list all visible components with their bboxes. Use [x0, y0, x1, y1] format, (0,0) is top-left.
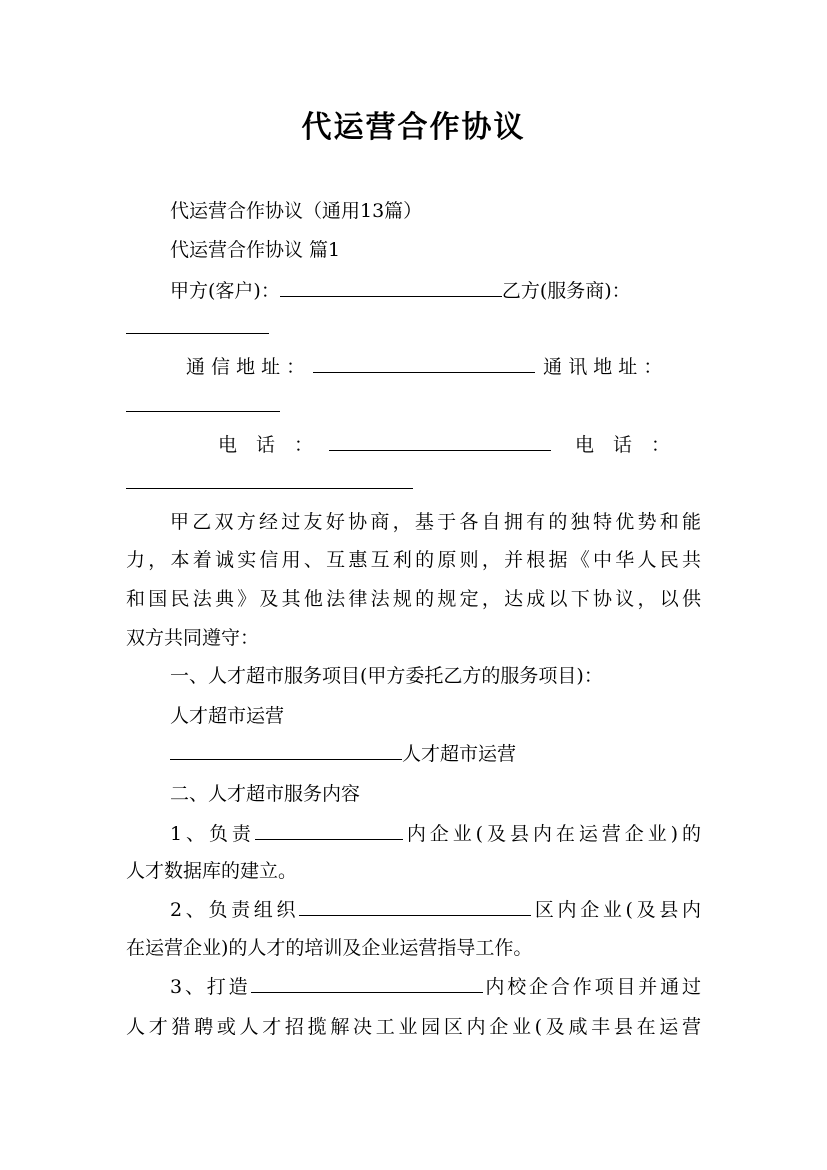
- item1-prefix: 1、负责: [170, 823, 255, 845]
- item3-prefix: 3、打造: [170, 976, 251, 998]
- phone-b-label: 电 话 ：: [575, 434, 671, 456]
- address-b-blank: [126, 394, 280, 412]
- item1-line: [170, 822, 701, 846]
- address-a-blank: [313, 355, 535, 373]
- phone-b-blank: [126, 471, 413, 489]
- intro-line: 和国民法典》及其他法律法规的规定，达成以下协议，以供: [126, 588, 701, 610]
- item1-cont: 人才数据库的建立。: [126, 860, 298, 882]
- item3-cont: 人才猎聘或人才招揽解决工业园区内企业(及咸丰县在运营: [126, 1016, 701, 1038]
- party-a-blank: [280, 279, 502, 297]
- party-b-blank: [126, 316, 269, 334]
- party-a-label: 甲方(客户)：: [170, 280, 280, 302]
- document-title: 代运营合作协议: [301, 110, 526, 145]
- intro-line: 双方共同遵守：: [126, 627, 260, 649]
- section1-blank-suffix: 人才超市运营: [402, 743, 517, 765]
- phone-b-blank-line: [126, 471, 701, 495]
- item2-line: [170, 898, 701, 922]
- party-b-label: 乙方(服务商)：: [501, 280, 631, 302]
- item2-prefix: 2、负责组织: [170, 899, 300, 921]
- section1-blank: [170, 742, 402, 760]
- item1-suffix: 内企业(及县内在运营企业)的: [402, 823, 701, 845]
- address-b-blank-line: [126, 394, 701, 418]
- section1-heading: 一、人才超市服务项目(甲方委托乙方的服务项目)：: [170, 665, 603, 687]
- item2-cont: 在运营企业)的人才的培训及企业运营指导工作。: [126, 937, 533, 959]
- intro-line: 甲乙双方经过友好协商，基于各自拥有的独特优势和能: [170, 511, 701, 533]
- item2-blank: [299, 898, 531, 916]
- item3-line: [170, 975, 701, 999]
- address-line: [186, 355, 701, 379]
- party-b-blank-line: [126, 316, 701, 340]
- party-line: [170, 279, 701, 303]
- section1-item: 人才超市运营: [170, 705, 285, 727]
- document-subtitle: 代运营合作协议（通用13篇）: [170, 200, 423, 222]
- section2-heading: 二、人才超市服务内容: [170, 783, 361, 805]
- address-a-label: 通 信 地 址 ：: [186, 356, 306, 378]
- section1-blank-line: [170, 742, 701, 766]
- phone-a-label: 电 话 ：: [218, 434, 314, 456]
- item1-blank: [255, 822, 403, 840]
- item3-suffix: 内校企合作项目并通过: [482, 976, 701, 998]
- phone-line: [218, 433, 701, 457]
- item2-suffix: 区内企业(及县内: [531, 899, 701, 921]
- address-b-label: 通 讯 地 址 ：: [543, 356, 663, 378]
- item3-blank: [251, 975, 483, 993]
- intro-line: 力，本着诚实信用、互惠互利的原则，并根据《中华人民共: [126, 549, 701, 571]
- article-heading: 代运营合作协议 篇1: [170, 239, 341, 261]
- phone-a-blank: [329, 433, 551, 451]
